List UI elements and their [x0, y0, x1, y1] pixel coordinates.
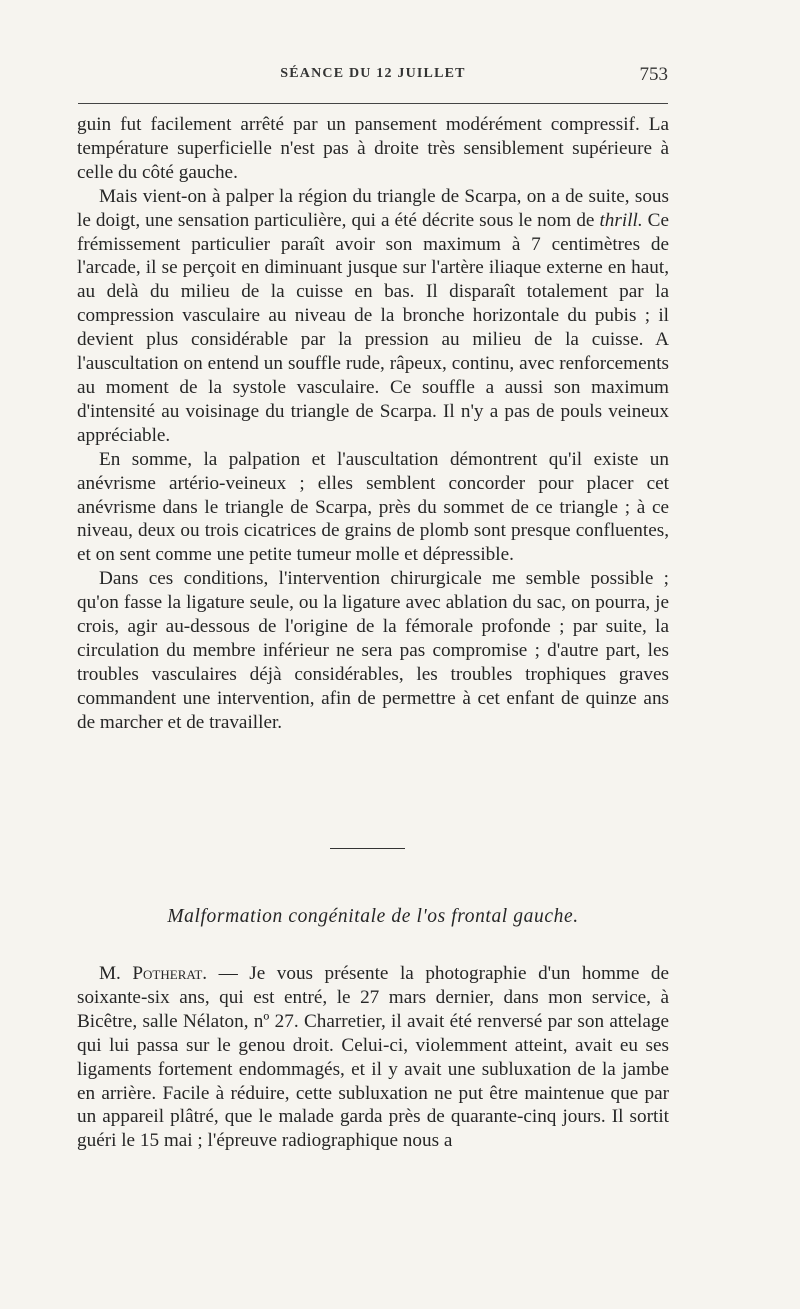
running-header [78, 62, 668, 92]
page-number: 753 [639, 64, 668, 85]
paragraph-1 [77, 113, 669, 185]
paragraph-text: guin fut facilement arrêté par un pansement modérément compressif. La température superficielle n'est pas à droite très sensiblement supérieure à celle du côté gauche. [77, 114, 669, 183]
paragraph-text: Ce frémissement particulier paraît avoir son maximum à 7 centimètres de l'arcade, il se perçoit en diminuant jusque sur l'artère iliaque externe en haut, au delà du milieu de la cuisse en bas. Il disparaît totalement par la compression vasculaire au niveau de la bronche horizontale du pubis ; il devient plus considérable par la pression au milieu de la cuisse. A l'auscultation on entend un souffle rude, râpeux, continu, avec renforcements au moment de la systole vasculaire. Ce souffle a aussi son maximum d'intensité au voisinage du triangle de Scarpa. Il n'y a pas de pouls veineux appréciable. [77, 209, 669, 446]
section-divider [330, 848, 405, 849]
paragraph-text: En somme, la palpation et l'auscultation démontrent qu'il existe un anévrisme artério-veineux ; elles semblent concorder pour placer cet anévrisme dans le triangle de Scarpa, près du sommet de ce triangle ; à ce niveau, deux ou trois cicatrices de grains de plomb sont presque confluentes, et on sent comme une petite tumeur molle et dépressible. [77, 448, 669, 566]
emphasized-term: thrill. [599, 209, 643, 231]
paragraph-2 [77, 185, 669, 448]
header-rule [78, 103, 668, 104]
section-paragraph [77, 962, 669, 1153]
paragraph-text: Dans ces conditions, l'intervention chirurgicale me semble possible ; qu'on fasse la ligature seule, ou la ligature avec ablation du sac, on pourra, je crois, agir au-dessous de l'origine de la fémorale profonde ; par suite, la circulation du membre inférieur ne sera pas compromise ; d'autre part, les troubles vasculaires déjà considérables, les troubles trophiques graves commandent une intervention, afin de permettre à cet enfant de quinze ans de marcher et de travailler. [77, 568, 669, 733]
speaker-prefix: M. [99, 963, 133, 984]
paragraph-text: Mais vient-on à palper la région du triangle de Scarpa, on a de suite, sous le doigt, une sensation particulière, qui a été décrite sous le nom de [77, 185, 669, 231]
section-title: Malformation congénitale de l'os frontal gauche. [167, 906, 579, 927]
section-text-block [77, 962, 669, 1153]
paragraph-4 [77, 567, 669, 734]
main-text-block [77, 113, 669, 735]
running-title: SÉANCE DU 12 JUILLET [280, 66, 466, 81]
paragraph-3 [77, 448, 669, 568]
paragraph-text: — Je vous présente la photographie d'un homme de soixante-six ans, qui est entré, le 27 mars dernier, dans mon service, à Bicêtre, salle Nélaton, nº 27. Charretier, il avait été renversé par son attelage qui lui passa sur le genou droit. Celui-ci, violemment atteint, avait eu ses ligaments fortement endommagés, et il y avait une subluxation de la jambe en arrière. Facile à réduire, cette subluxation ne put être maintenue que par un appareil plâtré, que le malade garda près de quarante-cinq jours. Il sortit guéri le 15 mai ; l'épreuve radiographique nous a [77, 963, 669, 1152]
speaker-name: Potherat. [132, 963, 208, 984]
